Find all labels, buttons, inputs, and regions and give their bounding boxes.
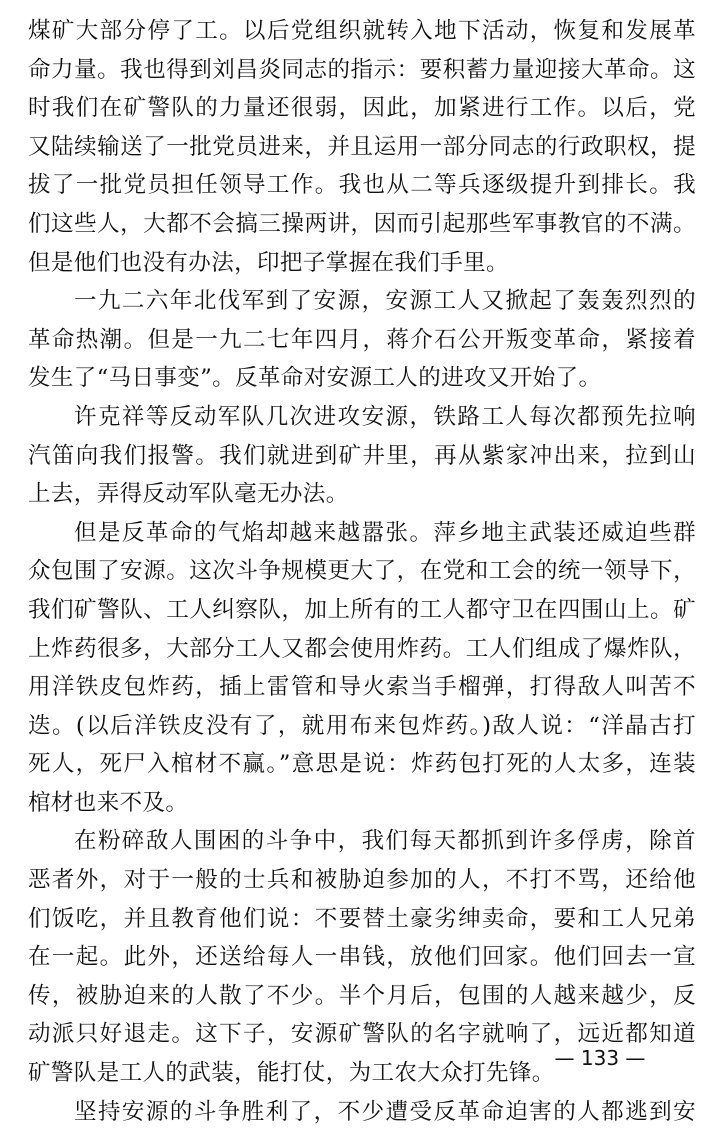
text-line: 发生了“马日事变”。反革命对安源工人的进攻又开始了。 [28,365,602,392]
page-number: — 133 — [554,1046,646,1070]
text-line: 众包围了安源。这次斗争规模更大了，在党和工会的统一领导下， [28,558,696,585]
body-text [28,12,696,1131]
text-line: 用洋铁皮包炸药，插上雷管和导火索当手榴弹，打得敌人叫苦不 [28,674,696,701]
text-line: 坚持安源的斗争胜利了，不少遭受反革命迫害的人都逃到安 [74,1098,696,1125]
text-line: 在粉碎敌人围困的斗争中，我们每天都抓到许多俘虏，除首 [74,828,696,855]
text-line: 时我们在矿警队的力量还很弱，因此，加紧进行工作。以后，党 [28,95,696,122]
text-line: 上炸药很多，大部分工人又都会使用炸药。工人们组成了爆炸队， [28,635,696,662]
text-line: 命力量。我也得到刘昌炎同志的指示：要积蓄力量迎接大革命。这 [28,56,696,83]
text-line: 汽笛向我们报警。我们就进到矿井里，再从紫家冲出来，拉到山 [28,442,696,469]
text-line: 拔了一批党员担任领导工作。我也从二等兵逐级提升到排长。我 [28,172,696,199]
text-line: 动派只好退走。这下子，安源矿警队的名字就响了，远近都知道 [28,1021,696,1048]
text-line: 革命热潮。但是一九二七年四月，蒋介石公开叛变革命，紧接着 [28,326,696,353]
text-line: 但是反革命的气焰却越来越嚣张。萍乡地主武装还威迫些群 [74,519,696,546]
text-line: 许克祥等反动军队几次进攻安源，铁路工人每次都预先拉响 [74,403,696,430]
text-line: 棺材也来不及。 [28,789,189,816]
text-line: 煤矿大部分停了工。以后党组织就转入地下活动，恢复和发展革 [28,18,696,44]
text-line: 我们矿警队、工人纠察队，加上所有的工人都守卫在四围山上。矿 [28,596,696,623]
text-line: 一九二六年北伐军到了安源，安源工人又掀起了轰轰烈烈的 [74,288,696,315]
text-line: 迭。(以后洋铁皮没有了，就用布来包炸药。)敌人说：“洋晶古打 [28,712,696,739]
text-line: 又陆续输送了一批党员进来，并且运用一部分同志的行政职权，提 [28,133,696,160]
text-line: 但是他们也没有办法，印把子掌握在我们手里。 [28,249,509,276]
text-line: 传，被胁迫来的人散了不少。半个月后，包围的人越来越少，反 [28,982,696,1009]
text-line: 们饭吃，并且教育他们说：不要替土豪劣绅卖命，要和工人兄弟 [28,905,696,932]
text-line: 矿警队是工人的武装，能打仗，为工农大众打先锋。 [28,1060,555,1087]
text-line: 上去，弄得反动军队毫无办法。 [28,481,349,508]
text-line: 们这些人，大都不会搞三操两讲，因而引起那些军事教官的不满。 [28,210,696,237]
text-line: 死人，死尸入棺材不赢。”意思是说：炸药包打死的人太多，连装 [28,751,696,778]
text-line: 恶者外，对于一般的士兵和被胁迫参加的人，不打不骂，还给他 [28,867,696,894]
text-line: 在一起。此外，还送给每人一串钱，放他们回家。他们回去一宣 [28,944,696,971]
